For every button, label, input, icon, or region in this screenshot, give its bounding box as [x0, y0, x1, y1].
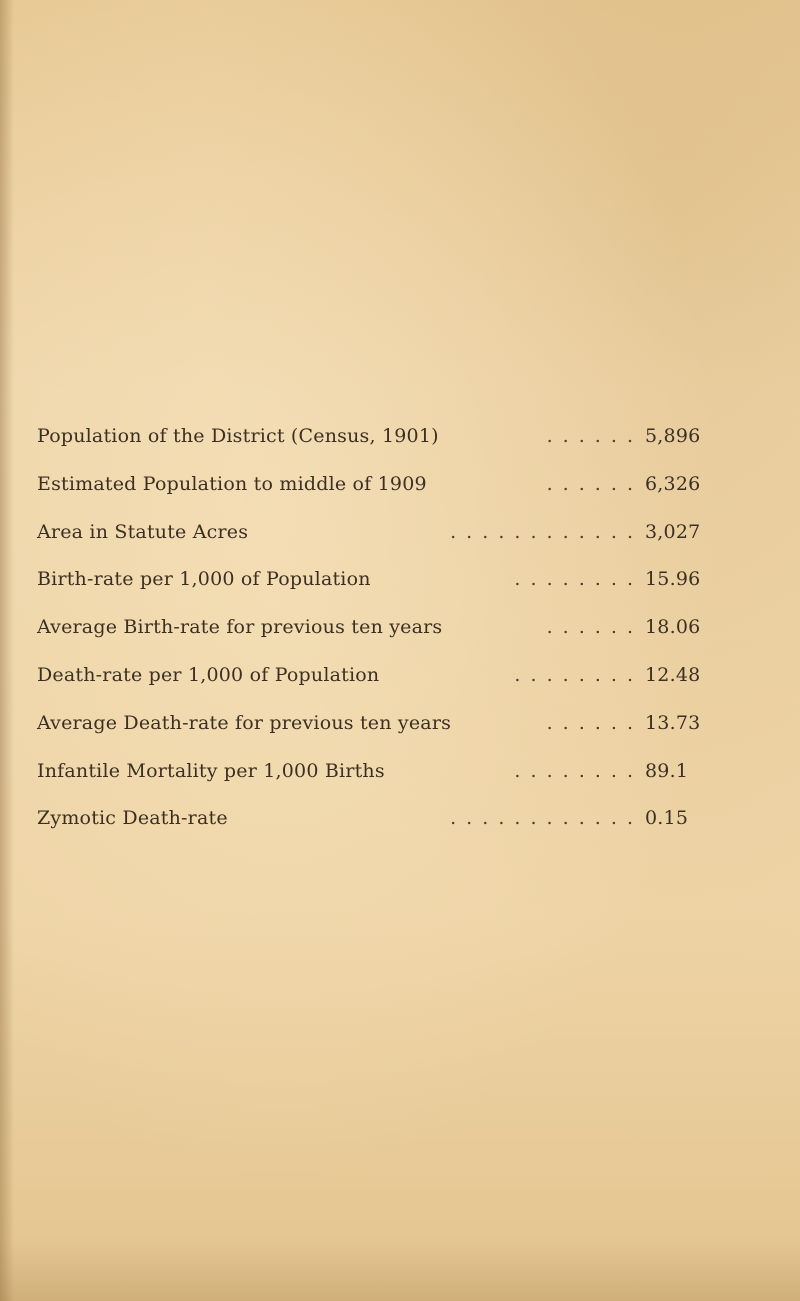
- row-label: Infantile Mortality per 1,000 Births: [37, 759, 385, 782]
- row-value: 15.96: [645, 568, 701, 591]
- dot-leader: . . . . . .: [546, 616, 635, 639]
- dot-leader: . . . . . .: [546, 425, 635, 447]
- table-row: [37, 664, 717, 712]
- dot-leader: . . . . . . . .: [514, 759, 635, 782]
- dot-leader: . . . . . . . .: [514, 663, 635, 686]
- dot-leader: . . . . . .: [546, 711, 635, 734]
- row-value: 18.06: [645, 616, 701, 639]
- dot-leader: . . . . . . . . . . . .: [450, 807, 635, 830]
- row-label: Zymotic Death-rate: [37, 807, 228, 830]
- page-bottom-shade: [0, 1241, 800, 1301]
- table-row: [37, 521, 717, 569]
- dot-leader: . . . . . . . . . . . .: [450, 520, 635, 543]
- table-row: [37, 616, 717, 664]
- row-value: 89.1: [645, 759, 689, 782]
- table-row: [37, 760, 717, 808]
- row-label: Birth-rate per 1,000 of Population: [37, 568, 371, 591]
- row-value: 6,326: [645, 472, 701, 495]
- table-row: [37, 807, 717, 855]
- row-label: Estimated Population to middle of 1909: [37, 472, 427, 495]
- row-value: 0.15: [645, 807, 689, 830]
- row-value: 3,027: [645, 520, 701, 543]
- dot-leader: . . . . . .: [546, 472, 635, 495]
- page-edge-shadow: [0, 0, 14, 1301]
- table-row: [37, 712, 717, 760]
- row-value: 13.73: [645, 711, 701, 734]
- table-row: [37, 568, 717, 616]
- row-value: 12.48: [645, 663, 701, 686]
- vital-statistics-table: [37, 425, 717, 855]
- dot-leader: . . . . . . . .: [514, 568, 635, 591]
- row-label: Average Birth-rate for previous ten years: [37, 616, 443, 639]
- table-row: [37, 425, 717, 473]
- row-label: Population of the District (Census, 1901): [37, 425, 439, 447]
- row-label: Average Death-rate for previous ten years: [37, 711, 452, 734]
- row-label: Area in Statute Acres: [37, 520, 249, 543]
- row-value: 5,896: [645, 425, 701, 447]
- row-label: Death-rate per 1,000 of Population: [37, 663, 380, 686]
- table-row: [37, 473, 717, 521]
